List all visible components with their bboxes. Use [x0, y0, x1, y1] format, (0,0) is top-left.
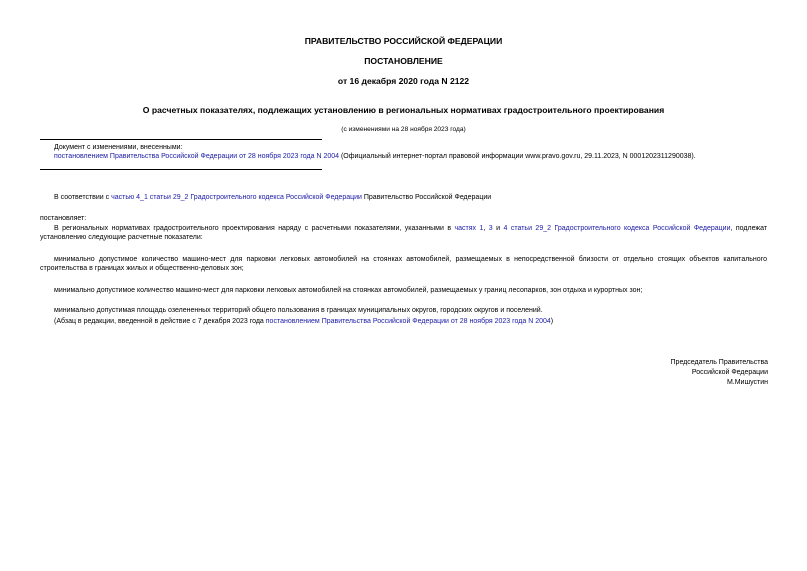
p1-post: , подлежат установлению следующие расчетные показатели: — [40, 225, 768, 242]
doc-type-heading: ПОСТАНОВЛЕНИЕ — [364, 56, 443, 66]
preamble-pre: В соответствии с — [54, 194, 112, 201]
amendments-top-rule — [40, 139, 322, 140]
note-link[interactable]: постановлением Правительства Российской Федерации от 28 ноября 2023 года N 2004 — [265, 318, 551, 325]
amendments-heading: Документ с изменениями, внесенными: — [54, 144, 183, 151]
p1-sep1: , — [483, 225, 489, 232]
note-pre: (Абзац в редакции, введенной в действие с 7 декабря 2023 года — [54, 318, 266, 325]
amendments-link[interactable]: постановлением Правительства Российской Федерации от 28 ноября 2023 года N 2004 — [54, 153, 340, 161]
preamble — [54, 193, 767, 202]
p1-pre: В региональных нормативах градостроительного проектирования наряду с расчетными показателями, указанными в — [54, 225, 455, 232]
p1-link-parts-1[interactable]: частях 1 — [454, 225, 484, 232]
government-heading: ПРАВИТЕЛЬСТВО РОССИЙСКОЙ ФЕДЕРАЦИИ — [304, 36, 503, 46]
amendment-note — [40, 317, 767, 326]
p1-link-part-3[interactable]: 3 — [488, 225, 493, 232]
amendments-text — [54, 152, 767, 161]
amendments-tail: (Официальный интернет-портал правовой информации www.pravo.gov.ru, 29.11.2023, N 0001202311290038). — [339, 153, 696, 161]
list-item-2: минимально допустимое количество машино-мест для парковки легковых автомобилей на стоянках автомобилей, размещаемых у границ лесопарков, зон отдыха и курортных зон; — [54, 287, 643, 294]
document-title: О расчетных показателях, подлежащих установлению в региональных нормативах градостроительного проектирования — [142, 105, 665, 115]
amendments-block — [54, 143, 767, 161]
amendments-bottom-rule — [40, 169, 322, 170]
preamble-post: Правительство Российской Федерации — [361, 194, 492, 201]
date-number-heading: от 16 декабря 2020 года N 2122 — [337, 76, 470, 86]
preamble-link[interactable]: частью 4_1 статьи 29_2 Градостроительного кодекса Российской Федерации — [111, 194, 362, 201]
signature-line-1: Председатель Правительства — [670, 359, 768, 366]
resolves-word: постановляет: — [40, 215, 87, 222]
note-post: ) — [550, 318, 554, 325]
editions-note: (с изменениями на 28 ноября 2023 года) — [341, 126, 466, 133]
signature-line-2: Российской Федерации — [691, 369, 768, 377]
signature-block — [671, 358, 768, 388]
signature-line-3: М.Мишустин — [726, 379, 768, 387]
p1-sep2: и — [492, 225, 504, 232]
p1-link-part-4[interactable]: 4 статьи 29_2 Градостроительного кодекса Российской Федерации — [503, 225, 731, 232]
paragraph-1 — [40, 224, 767, 242]
list-item-3: минимально допустимая площадь озелененных территорий общего пользования в границах муниципальных округов, городских округов и поселений. — [54, 307, 543, 314]
list-item-1: минимально допустимое количество машино-мест для парковки легковых автомобилей на стоянках автомобилей, размещаемых в непосредственной близости от отдельно стоящих объектов капитального строительства в границах жилых и общественно-деловых зон; — [40, 256, 767, 273]
